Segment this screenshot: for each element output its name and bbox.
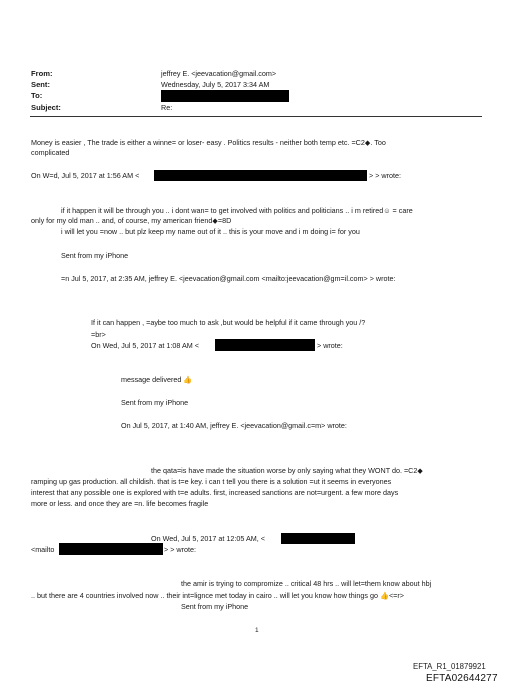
signature: Sent from my iPhone (121, 398, 189, 407)
subject-value: Re: (161, 103, 173, 112)
email-redaction (215, 339, 315, 351)
message-text: <=r> (388, 591, 404, 600)
body-line: If it can happen , =aybe too much to ask ,but would be helpful if it came through you /? (91, 318, 366, 327)
sent-label: Sent: (31, 80, 50, 89)
quote-header: On Jul 5, 2017, at 1:40 AM, jeffrey E. <jeevacation@gmail.c=m> wrote: (121, 421, 347, 430)
message-text: .. but there are 4 countries involved now .. their int=lignce met today in cairo .. will let you know how things go (31, 591, 378, 600)
subject-label: Subject: (31, 103, 61, 112)
body-line: the qata=is have made the situation worse by only saying what they WONT do. =C2◆ (151, 466, 423, 475)
thumbs-up-icon: 👍 (379, 591, 389, 600)
quote-header: On W=d, Jul 5, 2017 at 1:56 AM < (31, 171, 140, 180)
quote-header: > > wrote: (369, 171, 401, 180)
to-label: To: (31, 91, 43, 100)
quote-header: > > wrote: (164, 545, 196, 554)
email-redaction (154, 170, 367, 181)
bates-number-large: EFTA02644277 (426, 673, 498, 684)
body-line: the amir is trying to compromize .. critical 48 hrs .. will let=them know about hbj (181, 579, 432, 588)
from-label: From: (31, 69, 53, 78)
page-number: 1 (255, 627, 259, 634)
body-line: if it happen it will be through you .. i dont wan= to get involved with politics and politicians .. i m retired☺ = care (61, 206, 413, 215)
body-line: =br> (91, 330, 106, 339)
body-line: i will let you =now .. but plz keep my name out of it .. this is your move and i m doing i= for you (61, 227, 360, 236)
quote-header: On Wed, Jul 5, 2017 at 1:08 AM < (91, 341, 199, 350)
body-line: only for my old man .. and, of course, my american friend◆=8D (31, 216, 232, 225)
signature: Sent from my iPhone (181, 602, 249, 611)
body-line: more or less. and once they are =n. life becomes fragile (31, 499, 209, 508)
quote-header: > wrote: (317, 341, 343, 350)
email-redaction (281, 533, 355, 544)
email-redaction (59, 543, 163, 555)
sent-value: Wednesday, July 5, 2017 3:34 AM (161, 80, 270, 89)
signature: Sent from my iPhone (61, 251, 129, 260)
quote-header: <mailto (31, 545, 55, 554)
body-line: Money is easier , The trade is either a winne= or loser- easy . Politics results - neither both temp etc. =C2◆. Too (31, 138, 386, 147)
body-line: interest that any possible one is explored with t=e adults. first, increased sanctions are not=urgent. a few more days (31, 488, 399, 497)
bates-number-small: EFTA_R1_01879921 (413, 662, 486, 671)
thumbs-up-icon: 👍 (183, 375, 193, 384)
body-line: complicated (31, 148, 70, 157)
header-divider (30, 116, 482, 117)
quote-header: =n Jul 5, 2017, at 2:35 AM, jeffrey E. <jeevacation@gmail.com <mailto:jeevacation@gm=il.com> > wrote: (61, 274, 396, 283)
quote-header: On Wed, Jul 5, 2017 at 12:05 AM, < (151, 534, 265, 543)
body-line (121, 375, 192, 384)
body-line: ramping up gas production. all childish. that is t=e key. i can t tell you there is a solution =ut it seems in everyones (31, 477, 392, 486)
body-line (31, 591, 404, 600)
to-redaction (161, 90, 289, 102)
message-text: message delivered (121, 375, 182, 384)
from-value: jeffrey E. <jeevacation@gmail.com> (161, 69, 277, 78)
